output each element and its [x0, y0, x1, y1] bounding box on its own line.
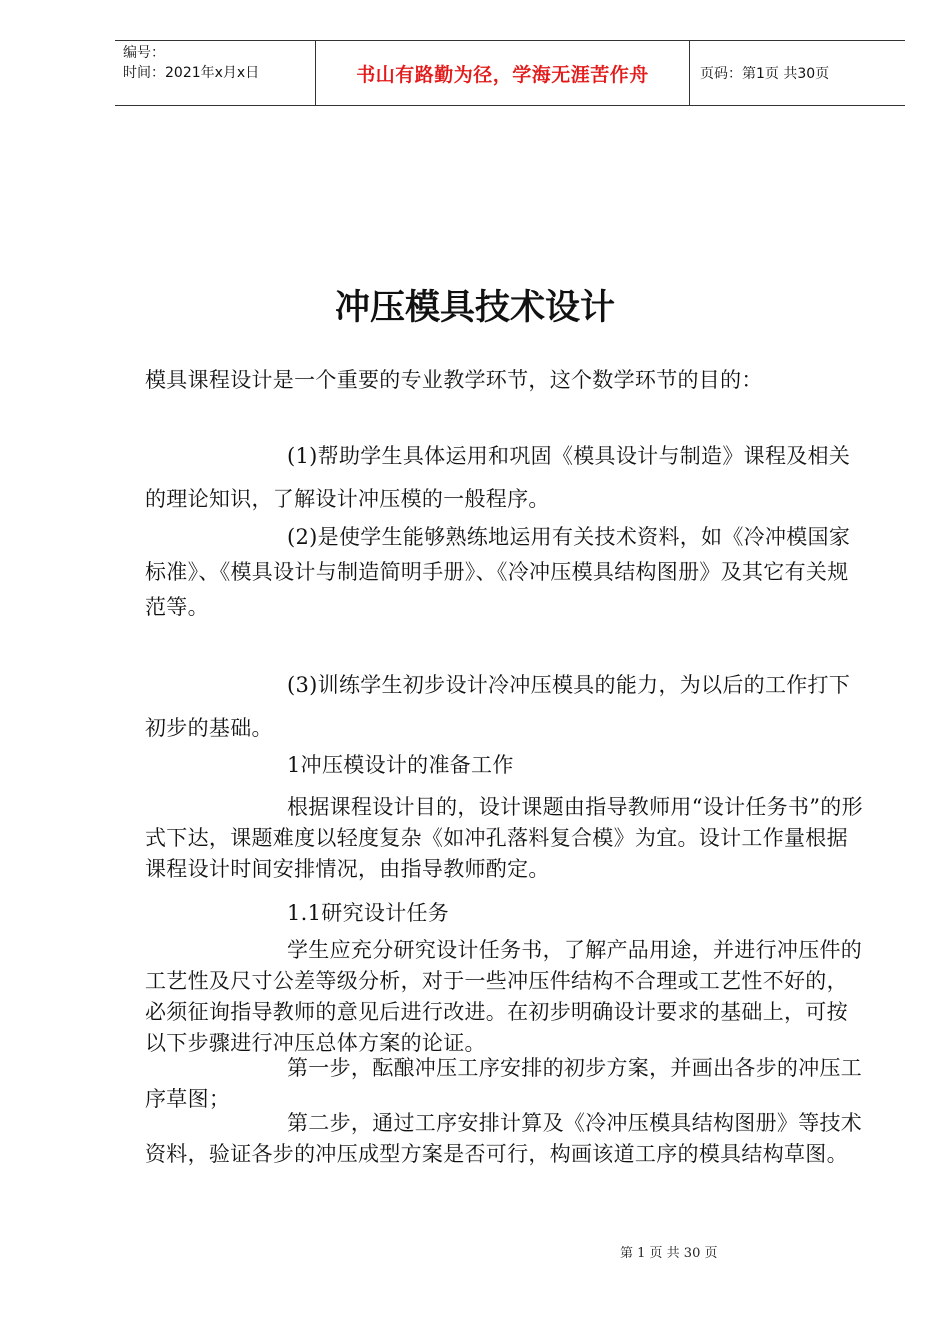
header-meta-cell [115, 41, 316, 105]
objective-item-3: (3)训练学生初步设计冷冲压模具的能力，为以后的工作打下初步的基础。 [145, 673, 851, 740]
page-header [115, 40, 905, 106]
section-1-paragraph: 根据课程设计目的，设计课题由指导教师用“设计任务书”的形式下达，课题难度以轻度复杂《如冲孔落料复合模》为宜。设计工作量根据课程设计时间安排情况，由指导教师酌定。 [145, 795, 863, 881]
section-1-heading: 1冲压模设计的准备工作 [287, 753, 514, 777]
section-1-1-paragraph: 学生应充分研究设计任务书，了解产品用途，并进行冲压件的工艺性及尺寸公差等级分析，对于一些冲压件结构不合理或工艺性不好的，必须征询指导教师的意见后进行改进。在初步明确设计要求的基础上，可按以下步骤进行冲压总体方案的论证。 [145, 938, 863, 1055]
objective-item-2: (2)是使学生能够熟练地运用有关技术资料，如《冷冲模国家标准》、《模具设计与制造简明手册》、《冷冲压模具结构图册》及其它有关规范等。 [145, 525, 851, 619]
intro-paragraph: 模具课程设计是一个重要的专业教学环节，这个数学环节的目的： [145, 368, 763, 392]
document-title: 冲压模具技术设计 [334, 288, 615, 328]
header-motto: 书山有路勤为径，学海无涯苦作舟 [316, 41, 690, 105]
page-footer-number: 第 1 页 共 30 页 [620, 1246, 718, 1261]
step-1-paragraph: 第一步，酝酿冲压工序安排的初步方案，并画出各步的冲压工序草图； [145, 1056, 863, 1111]
header-page-info: 页码：第1页 共30页 [700, 66, 830, 82]
document-time-label: 时间：2021年x月x日 [123, 65, 260, 81]
document-number-label: 编号： [123, 45, 165, 61]
objective-item-1: (1)帮助学生具体运用和巩固《模具设计与制造》课程及相关的理论知识，了解设计冲压模的一般程序。 [145, 444, 851, 511]
section-1-1-heading: 1.1研究设计任务 [287, 901, 450, 925]
step-2-paragraph: 第二步，通过工序安排计算及《冷冲压模具结构图册》等技术资料，验证各步的冲压成型方案是否可行，构画该道工序的模具结构草图。 [145, 1111, 863, 1166]
